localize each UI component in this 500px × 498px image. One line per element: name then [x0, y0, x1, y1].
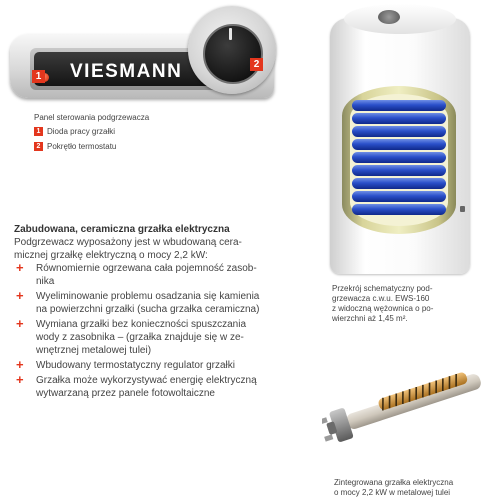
plus-icon: + — [16, 260, 24, 275]
marker-1-badge: 1 — [32, 70, 45, 83]
heater-caption — [334, 478, 494, 498]
feature-line: Wbudowany termostatyczny regulator grzałki — [36, 360, 235, 371]
legend-item-1 — [34, 126, 115, 137]
section-title: Zabudowana, ceramiczna grzałka elektryczna — [14, 224, 230, 235]
legend-number: 1 — [34, 127, 43, 136]
coil-turn — [352, 204, 446, 215]
legend-number: 2 — [34, 142, 43, 151]
feature-item — [14, 374, 304, 400]
legend-label: Pokrętło termostatu — [47, 142, 117, 151]
feature-item — [14, 290, 304, 316]
legend-item-2 — [34, 141, 116, 152]
feature-item — [14, 359, 304, 372]
feature-item — [14, 318, 304, 357]
plus-icon: + — [16, 288, 24, 303]
marker-2-badge: 2 — [250, 58, 263, 71]
thermostat-knob — [203, 24, 263, 84]
control-panel-image — [4, 6, 279, 108]
panel-caption: Panel sterowania podgrzewacza — [34, 113, 150, 122]
plus-icon: + — [16, 316, 24, 331]
feature-line: wody z zasobnika – (grzałka znajduje się w ze- — [36, 332, 244, 343]
heater-caption-line: Zintegrowana grzałka elektryczna — [334, 478, 454, 487]
feature-item — [14, 262, 304, 288]
heater-caption-line: o mocy 2,2 kW w metalowej tulei — [334, 488, 451, 497]
feature-list — [14, 262, 304, 402]
feature-line: Wymiana grzałki bez konieczności spuszczania — [36, 319, 246, 330]
intro-line: Podgrzewacz wyposażony jest w wbudowaną cera- — [14, 237, 242, 248]
brand-logo: VIESMANN — [70, 61, 183, 82]
coil-turn — [352, 139, 446, 150]
feature-line: na powierzchni grzałki (sucha grzałka ceramiczna) — [36, 304, 260, 315]
heater-element-image — [322, 362, 490, 446]
feature-line: wytwarzaną przez panele fotowoltaiczne — [36, 388, 215, 399]
coil-turn — [352, 113, 446, 124]
coil-turn — [352, 165, 446, 176]
coil-turn — [352, 178, 446, 189]
knob-indicator — [229, 28, 232, 40]
coil-turn — [352, 152, 446, 163]
coil-turn — [352, 191, 446, 202]
tank-caption-line: wierzchni aż 1,45 m². — [332, 314, 408, 323]
feature-line: Grzałka może wykorzystywać energię elektryczną — [36, 375, 257, 386]
plus-icon: + — [16, 357, 24, 372]
plus-icon: + — [16, 372, 24, 387]
heater-element-drawing — [322, 362, 490, 446]
coil-turn — [352, 126, 446, 137]
water-tank-image — [322, 4, 470, 278]
legend-label: Dioda pracy grzałki — [47, 127, 116, 136]
section-intro — [14, 236, 292, 262]
intro-line: micznej grzałkę elektryczną o mocy 2,2 kW: — [14, 250, 208, 261]
tank-caption-line: Przekrój schematyczny pod- — [332, 284, 433, 293]
coil-turn — [352, 100, 446, 111]
feature-line: nika — [36, 276, 55, 287]
thermometer-icon — [378, 10, 400, 24]
tank-caption-line: grzewacza c.w.u. EWS-160 — [332, 294, 430, 303]
feature-line: wnętrznej metalowej tulei) — [36, 345, 152, 356]
feature-line: Równomiernie ogrzewana cała pojemność zasob- — [36, 263, 257, 274]
tank-caption — [332, 284, 482, 324]
tank-side-port — [460, 206, 465, 212]
feature-line: Wyeliminowanie problemu osadzania się kamienia — [36, 291, 260, 302]
tank-top — [344, 4, 456, 34]
tank-caption-line: z widoczną wężownica o po- — [332, 304, 434, 313]
